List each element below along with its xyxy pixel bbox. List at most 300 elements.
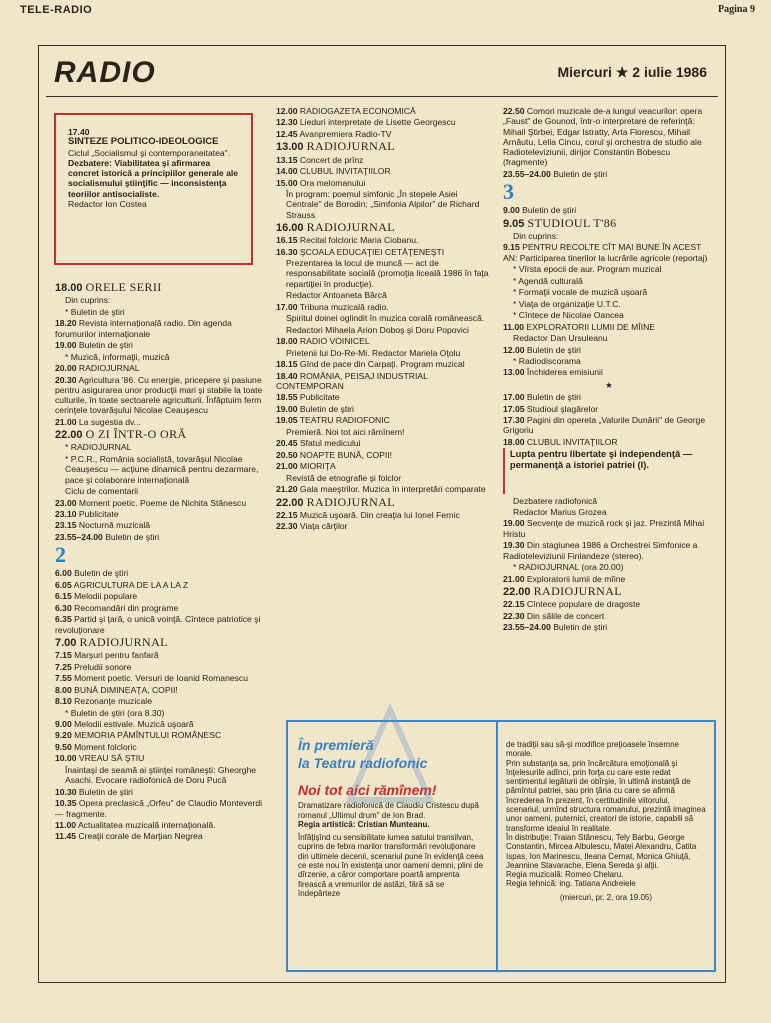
program-entry <box>55 532 265 542</box>
program-entry <box>276 415 490 425</box>
premiere-broadcast-info: (miercuri, pr. 2, ora 19.05) <box>559 892 653 902</box>
program-title: Buletin de ştiri <box>522 205 577 216</box>
program-title: Recital folcloric Maria Ciobanu. <box>299 235 419 246</box>
program-entry <box>503 242 715 263</box>
program-heading: RADIOJURNAL <box>306 219 395 234</box>
program-heading: O ZI ÎNTR-O ORĂ <box>85 427 187 442</box>
premiere-paragraph: Regia artistică: Cristian Munteanu. <box>298 819 430 829</box>
program-time: 16.15 <box>276 235 298 246</box>
program-title: Dezbatere radiofonică <box>513 495 598 506</box>
program-time: 8.00 <box>55 684 72 695</box>
program-heading: STUDIOUL T'86 <box>527 215 617 230</box>
premiere-paragraph: În distribuţie: Traian Stănescu, Tely Barbu, George Constantin, Mircea Albulescu, Matei Alexandru, Catita Ispas, Ion Marinescu, Ileana Cernat, Monica Ghiuţă, Jeannine Stavarache, Elena Sereda şi alţii. <box>506 832 697 870</box>
premiere-line-1: În premieră <box>298 737 374 753</box>
program-entry <box>276 359 490 369</box>
program-title: Buletin de ştiri <box>553 622 608 633</box>
program-time: 16.30 <box>276 246 298 257</box>
program-entry <box>503 583 715 598</box>
program-title: Avanpremiera Radio-TV <box>299 128 392 139</box>
program-time: 14.00 <box>276 166 298 177</box>
premiere-title: Noi tot aici rămînem! <box>298 782 437 798</box>
program-entry <box>503 518 715 539</box>
program-time: 23.55–24.00 <box>503 622 551 633</box>
program-entry <box>276 438 490 448</box>
program-entry <box>503 310 715 320</box>
program-title: Rezonanţe muzicale <box>74 696 152 707</box>
program-title: Redactor Dan Ursuleanu <box>513 333 608 344</box>
program-entry <box>503 611 715 621</box>
program-entry <box>55 340 265 350</box>
program-entry <box>503 345 715 355</box>
program-title: Moment folcloric <box>74 741 137 752</box>
program-time: 22.30 <box>276 521 298 532</box>
program-column-1 <box>55 280 265 843</box>
program-entry <box>55 765 265 786</box>
program-time: 7.25 <box>55 661 72 672</box>
program-time: 15.00 <box>276 177 298 188</box>
highlight-time: 17.40 <box>68 127 90 137</box>
program-title: Lieduri interpretate de Lisette Georgescu <box>299 117 456 128</box>
program-entry <box>503 276 715 286</box>
program-entry <box>276 258 490 289</box>
program-time: 23.15 <box>55 520 77 531</box>
program-time: 17.05 <box>503 403 525 414</box>
program-time: 18.20 <box>55 318 77 329</box>
premiere-paragraph: Regia tehnică: ing. Tatiana Andreiele <box>506 879 636 889</box>
program-entry <box>503 562 715 572</box>
program-entry <box>55 831 265 841</box>
program-title: În program: poemul simfonic „În stepele Asiei Centrale" de Borodin; „Simfonia Alpilor" de Richard Strauss <box>286 189 480 220</box>
header-rule <box>46 96 718 97</box>
program-title: Melodii estivale. Muzică uşoară <box>74 719 194 729</box>
program-title: Opera preclasică „Orfeu" de Claudio Monteverdi — fragmente. <box>55 798 263 819</box>
program-title: BUNĂ DIMINEAŢA, COPII! <box>74 684 178 695</box>
program-title: Buletin de ştiri <box>553 168 608 179</box>
program-title: Redactori Mihaela Arion Doboş şi Doru Popovici <box>286 324 469 335</box>
program-title: * P.C.R., România socialistă, tovarăşul Nicolae Ceauşescu — acţiune dinamică pentru dezarmare, pace şi colaborare internaţională <box>65 453 259 485</box>
program-time: 20.45 <box>276 438 298 449</box>
program-title: ŞCOALA EDUCAŢIEI CETĂŢENEŞTI <box>299 246 445 257</box>
program-entry <box>503 599 715 609</box>
program-title: * RADIOJURNAL <box>65 442 132 453</box>
program-entry <box>503 574 715 584</box>
program-entry <box>55 708 265 718</box>
program-title: Spiritul doinei oglindit în muzica corală românească. <box>286 313 485 324</box>
program-entry <box>55 787 265 797</box>
program-time: 6.30 <box>55 602 72 613</box>
program-time: 6.05 <box>55 579 72 590</box>
program-time: 8.10 <box>55 696 72 707</box>
program-entry <box>503 392 715 402</box>
program-entry <box>55 454 265 485</box>
program-entry <box>276 178 490 188</box>
program-title: Buletin de ştiri <box>105 531 160 542</box>
program-heading: RADIOJURNAL <box>533 583 622 598</box>
page-number: Pagina 9 <box>718 4 755 15</box>
program-title: Gînd de pace din Carpaţi. Program muzical <box>299 359 465 370</box>
highlight-title: SINTEZE POLITICO-IDEOLOGICE <box>68 136 219 148</box>
program-entry <box>276 129 490 139</box>
program-title: Buletin de ştiri <box>78 786 133 797</box>
program-time: 21.00 <box>55 416 77 427</box>
program-time: 9.20 <box>55 730 72 741</box>
program-entry <box>55 363 265 373</box>
program-time: 22.00 <box>55 429 83 442</box>
premiere-paragraph: de tradiţii sau să-şi modifice preţioasele însemne morale. <box>506 740 679 759</box>
program-time: 23.55–24.00 <box>503 168 551 179</box>
program-title: Marşuri pentru fanfară <box>74 650 159 661</box>
program-title: Buletin de ştiri <box>74 568 129 579</box>
program-entry <box>503 404 715 414</box>
featured-row <box>503 448 715 494</box>
program-entry <box>55 282 265 293</box>
program-entry <box>503 231 715 241</box>
program-title: ROMÂNIA, PEISAJ INDUSTRIAL CONTEMPORAN <box>276 370 428 391</box>
program-entry <box>503 322 715 332</box>
program-title: MIORIŢA <box>299 461 336 472</box>
program-title: Prietenii lui Do-Re-Mi. Redactor Mariela Oţolu <box>286 347 461 358</box>
program-heading: ORELE SERII <box>85 280 162 294</box>
program-entry <box>276 521 490 531</box>
program-title: Exploratorii lumii de mîine <box>526 573 626 584</box>
premiere-paragraph: Regia muzicală: Romeo Chelaru. <box>506 870 624 880</box>
program-title: Viaţa cărţilor <box>299 521 348 532</box>
program-entry <box>55 352 265 362</box>
program-title: Publicitate <box>78 509 119 519</box>
watermark-shape <box>350 710 430 800</box>
featured-text: Lupta pentru libertate şi independenţă — permanenţă a istoriei patriei (I). <box>509 448 693 471</box>
program-title: Buletin de ştiri <box>299 403 354 414</box>
program-time: 6.35 <box>55 614 72 625</box>
program-title: * RADIOJURNAL (ora 20.00) <box>513 562 624 573</box>
program-time: 18.40 <box>276 370 298 381</box>
program-time: 12.00 <box>503 344 525 355</box>
program-entry <box>276 235 490 245</box>
program-time: 22.50 <box>503 106 525 116</box>
program-time: 9.50 <box>55 741 72 752</box>
program-time: 10.30 <box>55 786 77 797</box>
program-entry <box>503 287 715 297</box>
program-time: 10.00 <box>55 753 77 764</box>
program-time: 17.30 <box>503 415 525 426</box>
program-title: Concert de prînz <box>299 154 364 165</box>
program-time: 22.30 <box>503 610 525 621</box>
program-title: Sfatul medicului <box>299 438 361 449</box>
program-entry <box>276 325 490 335</box>
program-entry <box>55 417 265 427</box>
program-title: Muzică uşoară. Din creaţia lui Ionel Fernic <box>299 509 460 520</box>
program-title: * Radiodiscorama <box>513 356 581 366</box>
program-entry <box>55 318 265 339</box>
program-time: 22.15 <box>503 599 525 610</box>
program-entry <box>276 313 490 323</box>
program-time: 17.00 <box>503 392 525 403</box>
program-title: * Buletin de ştiri (ora 8.30) <box>65 707 165 718</box>
program-title: Buletin de ştiri <box>526 392 581 403</box>
program-time: 12.00 <box>276 106 298 116</box>
program-time: 19.00 <box>503 518 525 529</box>
day-number: 3 <box>503 179 514 205</box>
program-time: 9.00 <box>503 205 520 216</box>
program-title: * Agendă culturală <box>513 275 583 286</box>
program-entry <box>276 141 490 152</box>
program-time: 7.15 <box>55 650 72 661</box>
program-title: EXPLORATORII LUMII DE MÎINE <box>526 321 656 332</box>
program-time: 13.00 <box>276 141 304 154</box>
program-title: Înaintaşi de seamă ai ştiinţei româneşti: Gheorghe Asachi. Evocare radiofonică de Doru Pucă <box>65 764 257 786</box>
program-title: Ora melomanului <box>299 177 366 188</box>
program-time: 9.15 <box>503 242 520 253</box>
program-title: Revistă de etnografie şi folclor <box>286 472 402 483</box>
program-entry <box>55 696 265 706</box>
newspaper-header: TELE-RADIO <box>20 4 93 16</box>
program-title: Studioul şlagărelor <box>526 403 599 414</box>
program-entry <box>55 650 265 660</box>
program-entry <box>276 166 490 176</box>
program-time: 20.50 <box>276 449 298 460</box>
highlight-box-red <box>54 113 253 265</box>
date-heading: Miercuri ★ 2 iulie 1986 <box>557 64 707 80</box>
program-entry <box>503 437 715 447</box>
program-title: Recomandări din programe <box>74 602 179 613</box>
program-entry <box>276 427 490 437</box>
program-title: PENTRU RECOLTE CÎT MAI BUNE ÎN ACEST AN: Participarea tinerilor la lucrările agricole (reportaj) <box>503 242 708 263</box>
program-entry <box>276 290 490 300</box>
program-entry <box>55 603 265 613</box>
program-title: Din stagiunea 1986 a Orchestrei Simfonice a Radioteleviziunii Finlandeze (stereo). <box>503 540 698 561</box>
program-time: 19.00 <box>55 340 77 351</box>
program-title: CLUBUL INVITAŢIILOR <box>299 166 391 177</box>
program-entry <box>55 295 265 305</box>
program-title: RADIOGAZETA ECONOMICĂ <box>299 106 416 116</box>
program-time: 18.00 <box>55 282 83 294</box>
program-title: Premieră. Noi tot aici rămînem! <box>286 426 405 437</box>
program-entry <box>276 106 490 116</box>
program-time: 21.00 <box>276 461 298 472</box>
program-time: 19.30 <box>503 540 525 551</box>
program-time: 10.35 <box>55 798 77 809</box>
program-title: Comori muzicale de-a lungul veacurilor: opera „Faust" de Gounod, într-o interpretare de referinţă: Mihail Ştirbei, Edgar Istratty, Arta Florescu, Mihail Arnăutu, Lelia Cincu, corul şi orchestra de studio ale Radioteleviziunii, dirijor Constantin Bobescu (fragmente) <box>503 106 703 168</box>
program-entry <box>55 509 265 519</box>
program-title: Buletin de ştiri <box>78 340 133 351</box>
program-title: Revista internaţională radio. Din agenda forumurilor internaţionale <box>55 318 232 339</box>
program-time: 18.55 <box>276 392 298 403</box>
program-time: 22.00 <box>503 585 531 598</box>
program-title: Nocturnă muzicală <box>78 520 151 531</box>
program-time: 18.00 <box>503 436 525 447</box>
highlight-line: Ciclul „Socialismul şi contemporaneitatea". <box>68 147 231 158</box>
program-title: * Muzică, informaţii, muzică <box>65 351 170 362</box>
program-entry <box>55 568 265 578</box>
program-entry <box>55 614 265 635</box>
program-entry <box>276 473 490 483</box>
program-entry <box>503 496 715 506</box>
program-title: Actualitatea muzicală internaţională. <box>77 819 216 830</box>
program-entry <box>55 634 265 649</box>
premiere-paragraph: Înfăţişînd cu sensibilitate lumea satului transilvan, cuprins de febra marilor transformări revoluţionare din ultimele decenii, scenariul pune în evidenţă ceea ce este nou în existenţa unor oameni demni, plini de dîrzenie, a căror comportare poartă amprenta firească a vremurilor de astăzi, fără să se îndepărteze <box>298 833 484 898</box>
program-title: Pagini din opereta „Valurile Dunării" de George Grigoriu <box>503 415 706 436</box>
program-time: 9.00 <box>55 719 72 729</box>
program-time: 23.00 <box>55 497 77 508</box>
program-time: 19.05 <box>276 415 298 426</box>
program-time: 13.15 <box>276 154 298 165</box>
program-entry <box>503 264 715 274</box>
program-entry <box>55 498 265 508</box>
star-separator: ★ <box>605 379 613 390</box>
program-title: * Vîrsta epocii de aur. Program muzical <box>513 264 662 275</box>
program-entry <box>503 333 715 343</box>
program-time: 16.00 <box>276 221 304 234</box>
program-entry <box>276 348 490 358</box>
program-entry <box>276 510 490 520</box>
program-entry <box>55 742 265 752</box>
program-time: 23.55–24.00 <box>55 531 103 542</box>
program-entry <box>55 685 265 695</box>
program-entry <box>276 450 490 460</box>
program-entry <box>503 106 715 168</box>
program-entry <box>55 673 265 683</box>
program-entry <box>503 622 715 632</box>
program-time: 7.00 <box>55 636 77 649</box>
program-entry <box>55 820 265 830</box>
program-title: Preludii sonore <box>74 661 132 672</box>
premiere-box-continued <box>498 720 716 972</box>
program-entry <box>276 189 490 220</box>
program-title: Redactor Antoaneta Bârcă <box>286 290 387 301</box>
program-time: 21.20 <box>276 484 298 495</box>
program-title: RADIO VOINICEL <box>299 336 370 347</box>
program-title: Redactor Marius Grozea <box>513 506 607 517</box>
program-time: 21.00 <box>503 573 525 584</box>
program-time: 23.10 <box>55 509 77 519</box>
program-entry <box>503 356 715 366</box>
program-entry <box>55 580 265 590</box>
program-title: Publicitate <box>299 392 340 403</box>
program-time: 12.45 <box>276 128 298 139</box>
program-title: Melodii populare <box>74 591 138 602</box>
program-title: * Formaţii vocale de muzică uşoară <box>513 287 648 298</box>
program-entry <box>276 247 490 257</box>
program-entry <box>276 155 490 165</box>
red-bar-marker <box>503 448 505 494</box>
program-title: Din cuprins: <box>65 295 111 306</box>
program-time: 13.00 <box>503 367 525 378</box>
program-entry <box>276 494 490 509</box>
program-title: Din sălile de concert <box>526 610 605 621</box>
program-time: 11.00 <box>55 819 77 830</box>
day-number: 2 <box>55 542 66 568</box>
program-title: Moment poetic. Poeme de Nichita Stănescu <box>78 497 247 508</box>
program-entry <box>55 520 265 530</box>
program-entry <box>276 461 490 471</box>
program-column-3 <box>503 106 715 634</box>
program-entry <box>55 662 265 672</box>
program-entry <box>276 404 490 414</box>
program-title: Închiderea emisiunii <box>526 367 603 378</box>
program-title: Ciclu de comentarii <box>65 486 139 497</box>
program-column-2 <box>276 106 490 533</box>
program-entry <box>276 392 490 402</box>
program-title: Secvenţe de muzică rock şi jaz. Prezintă Mihai Hristu <box>503 518 705 539</box>
program-title: Buletin de ştiri <box>526 344 581 355</box>
program-title: * Buletin de ştiri <box>65 306 125 317</box>
program-entry <box>55 486 265 496</box>
program-time: 19.00 <box>276 403 298 414</box>
program-entry <box>55 307 265 317</box>
premiere-line-2: la Teatru radiofonic <box>298 755 428 771</box>
highlight-line: Dezbatere: Viabilitatea şi afirmarea concret istorică a principiilor generale ale socialismului ştiinţific — inconsistenţa teoriilor antisocialiste. <box>68 157 239 199</box>
program-title: * Cîntece de Nicolae Oancea <box>513 310 624 321</box>
highlight-line: Redactor Ion Costea <box>68 199 147 210</box>
program-entry <box>276 302 490 312</box>
program-time: 7.55 <box>55 673 72 684</box>
program-title: Moment poetic. Versuri de Ioanid Romanescu <box>74 673 249 684</box>
program-title: La sugestia dv... <box>78 416 141 427</box>
program-time: 11.00 <box>503 321 525 332</box>
program-entry <box>55 591 265 601</box>
program-title: TEATRU RADIOFONIC <box>299 415 390 426</box>
program-time: 6.00 <box>55 568 72 579</box>
program-entry <box>503 367 715 377</box>
program-entry <box>276 371 490 392</box>
program-time: 22.15 <box>276 509 298 520</box>
program-entry <box>503 205 715 215</box>
program-title: Agricultura '86. Cu energie, pricepere şi pasiune pentru asigurarea unor producţii mari şi stabile la toate culturile, în toate sectoarele agriculturii. Înfăptuim ferm cerinţele tovarăşului Nicolae Ceauşescu <box>55 374 263 416</box>
program-time: 11.45 <box>55 831 77 842</box>
program-entry <box>276 219 490 234</box>
program-title: * Viaţa de organizaţie U.T.C. <box>513 298 621 309</box>
program-title: Din cuprins: <box>513 230 559 241</box>
premiere-paragraph: Prin substanţa sa, prin încărcătura emoţională şi înţelesurile adînci, prin forţa cu care este redat sentimentul legăturii de obîrşie, în ultimă instanţă de pămîntul patriei, sau prin ţăria cu care se afirmă încrederea în prezent, în certitudinile viitorului, scenariul, urmînd structura romanului, prezintă imaginea unor oameni, puternici, creatori de istorie, capabili să transforme ideaiul în realitate. <box>506 758 706 833</box>
program-time: 20.30 <box>55 374 77 385</box>
program-entry <box>503 299 715 309</box>
program-title: Prezentarea la locul de muncă — act de responsabilitate socială (promoţia liceală 1986 în faţa repartiţiei în producţie). <box>286 258 489 289</box>
program-entry <box>55 730 265 740</box>
watermark-graphic <box>330 700 450 810</box>
program-time: 9.05 <box>503 217 525 230</box>
program-title: NOAPTE BUNĂ, COPII! <box>299 449 393 460</box>
program-entry <box>503 507 715 517</box>
program-entry <box>503 169 715 179</box>
program-entry <box>503 540 715 561</box>
program-heading: RADIOJURNAL <box>306 494 395 509</box>
program-title: Gala maeştrilor. Muzica în interpretări comparate <box>299 484 486 495</box>
program-entry <box>503 215 715 230</box>
program-title: CLUBUL INVITAŢIILOR <box>526 436 618 447</box>
program-time: 6.15 <box>55 591 72 602</box>
program-entry <box>55 429 265 440</box>
program-title: Partid şi ţară, o unică voinţă. Cîntece patriotice şi revoluţionare <box>55 614 261 635</box>
program-entry <box>503 415 715 436</box>
program-entry <box>55 753 265 763</box>
premiere-paragraph: Dramatizare radiofonică de Claudiu Cristescu după romanul „Ultimul drum" de Ion Brad. <box>298 801 479 820</box>
program-entry <box>276 336 490 346</box>
program-time: 20.00 <box>55 363 77 374</box>
program-entry <box>276 484 490 494</box>
program-heading: RADIOJURNAL <box>306 139 395 154</box>
program-time: 17.00 <box>276 301 298 312</box>
program-title: RADIOJURNAL <box>78 363 140 374</box>
program-entry <box>55 719 265 729</box>
program-title: VREAU SĂ ŞTIU <box>78 753 145 764</box>
program-time: 18.15 <box>276 359 298 370</box>
program-entry <box>55 798 265 819</box>
program-heading: RADIOJURNAL <box>79 634 168 649</box>
program-time: 22.00 <box>276 496 304 509</box>
section-title: RADIO <box>54 56 156 89</box>
program-title: Creaţii corale de Marţian Negrea <box>78 831 203 842</box>
program-title: AGRICULTURA DE LA A LA Z <box>73 579 189 590</box>
